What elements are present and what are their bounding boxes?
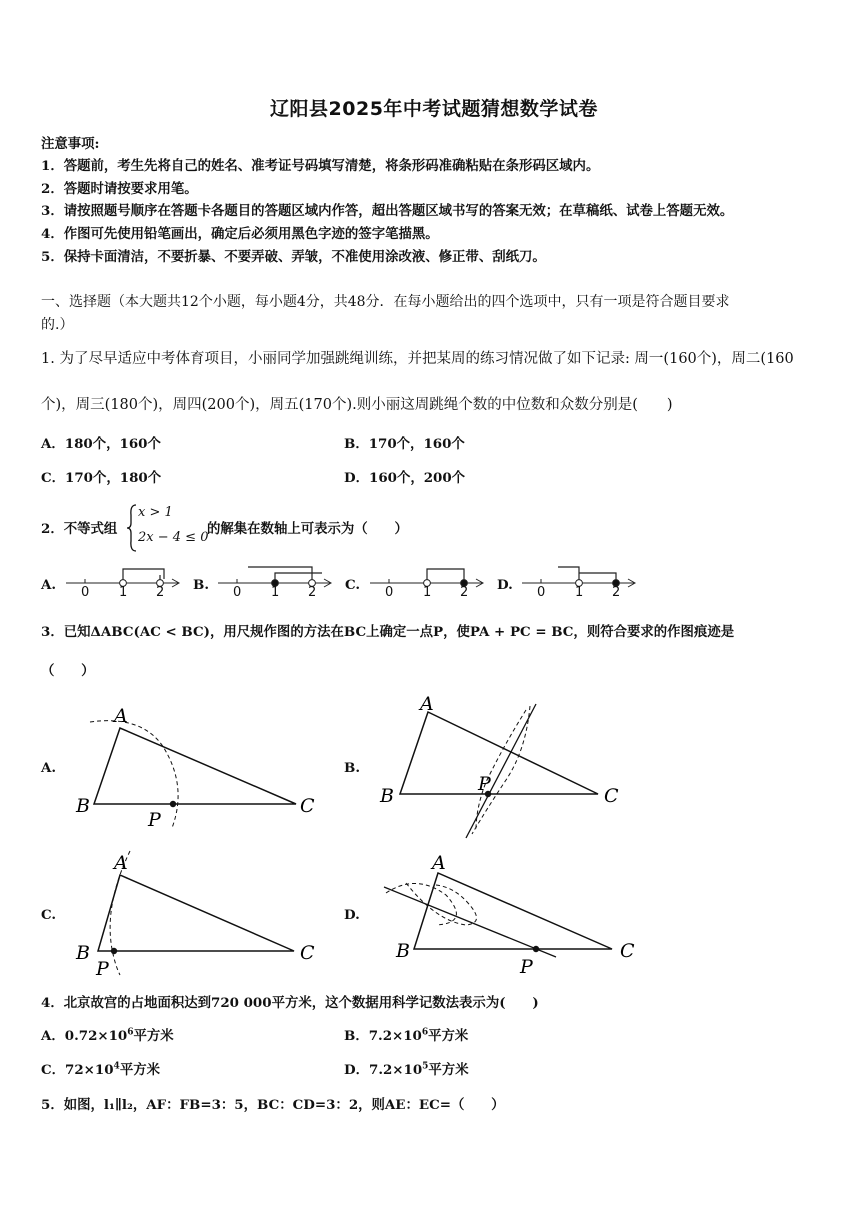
svg-text:C: C — [300, 942, 315, 964]
svg-text:C: C — [300, 795, 315, 817]
section-heading: 一、选择题（本大题共12个小题，每小题4分，共48分．在每小题给出的四个选项中，只有一项是符合题目要求 — [41, 294, 730, 310]
notice-item: 1．答题前，考生先将自己的姓名、准考证号码填写清楚，将条形码准确粘贴在条形码区域内。 — [41, 158, 600, 174]
svg-text:B: B — [380, 785, 394, 807]
page-title: 辽阳县2025年中考试题猜想数学试卷 — [270, 98, 598, 120]
q3-option-b-label[interactable]: B. — [344, 760, 360, 776]
section-heading-cont: 的.） — [41, 317, 74, 333]
q4-text: 4．北京故宫的占地面积达到720 000平方米，这个数据用科学记数法表示为( ) — [41, 995, 539, 1011]
q3-option-a-label[interactable]: A. — [41, 760, 57, 776]
q2-option-b-label[interactable]: B. — [193, 577, 209, 593]
q2-inequality-1: x > 1 — [138, 505, 173, 520]
notice-heading: 注意事项: — [41, 136, 100, 152]
q3-option-c-label[interactable]: C. — [41, 907, 57, 923]
q1-text-cont: 个)，周三(180个)，周四(200个)，周五(170个).则小丽这周跳绳个数的中位数和众数分别是( ) — [41, 397, 673, 413]
q2-option-c-label[interactable]: C. — [345, 577, 361, 593]
svg-text:P: P — [520, 956, 533, 978]
svg-text:P: P — [478, 773, 491, 795]
brace-icon — [126, 503, 138, 553]
q1-option-c[interactable]: C．170个，180个 — [41, 470, 162, 486]
svg-text:A: A — [114, 705, 128, 727]
svg-text:B: B — [76, 795, 90, 817]
svg-text:P: P — [148, 809, 161, 831]
q2-option-d-label[interactable]: D. — [497, 577, 513, 593]
q3-text-cont: （ ） — [41, 663, 95, 679]
q3-option-d-label[interactable]: D. — [344, 907, 360, 923]
q3-figure-d[interactable] — [376, 845, 656, 985]
q4-option-d[interactable]: D．$7.2\times 10^5$平方米 — [344, 1061, 469, 1078]
q1-text: 1. 为了尽早适应中考体育项目，小丽同学加强跳绳训练，并把某周的练习情况做了如下记录: 周一(160个)，周二(160 — [41, 351, 794, 367]
svg-text:A: A — [432, 852, 446, 874]
notice-item: 4．作图可先使用铅笔画出，确定后必须用黑色字迹的签字笔描黑。 — [41, 226, 439, 242]
svg-text:B: B — [396, 940, 410, 962]
svg-text:C: C — [620, 940, 635, 962]
q3-figure-b[interactable] — [376, 690, 636, 840]
q4-option-b[interactable]: B．$7.2\times 10^6$平方米 — [344, 1027, 469, 1044]
q3-figure-a[interactable] — [70, 700, 330, 840]
q2-suffix: 的解集在数轴上可表示为（ ） — [207, 521, 408, 537]
q2-option-a-label[interactable]: A. — [41, 577, 57, 593]
q3-text: 3．已知ΔABC(AC < BC)，用尺规作图的方法在BC上确定一点P，使PA + PC = BC，则符合要求的作图痕迹是 — [41, 624, 735, 640]
q1-option-a[interactable]: A．180个，160个 — [41, 436, 161, 452]
q5-text: 5．如图，l₁∥l₂，AF：FB=3：5，BC：CD=3：2，则AE：EC=（ ） — [41, 1097, 505, 1113]
q4-option-c[interactable]: C．$72\times 10^4$平方米 — [41, 1061, 160, 1078]
notice-item: 3．请按照题号顺序在答题卡各题目的答题区域内作答，超出答题区域书写的答案无效；在草稿纸、试卷上答题无效。 — [41, 203, 734, 219]
q1-option-b[interactable]: B．170个，160个 — [344, 436, 465, 452]
svg-text:A: A — [420, 693, 434, 715]
notice-item: 2．答题时请按要求用笔。 — [41, 181, 198, 197]
q2-inequality-2: 2x − 4 ≤ 0 — [138, 530, 209, 545]
notice-item: 5．保持卡面清洁，不要折暴、不要弄破、弄皱，不准使用涂改液、修正带、刮纸刀。 — [41, 249, 546, 265]
q2-inequality-system — [126, 503, 216, 553]
q2-prefix: 2．不等式组 — [41, 521, 118, 537]
svg-text:C: C — [604, 785, 619, 807]
q4-option-a[interactable]: A．$0.72\times 10^6$平方米 — [41, 1027, 174, 1044]
svg-text:B: B — [76, 942, 90, 964]
svg-text:P: P — [96, 958, 109, 980]
q3-figure-c[interactable] — [70, 845, 330, 985]
svg-text:A: A — [114, 852, 128, 874]
q1-option-d[interactable]: D．160个，200个 — [344, 470, 466, 486]
